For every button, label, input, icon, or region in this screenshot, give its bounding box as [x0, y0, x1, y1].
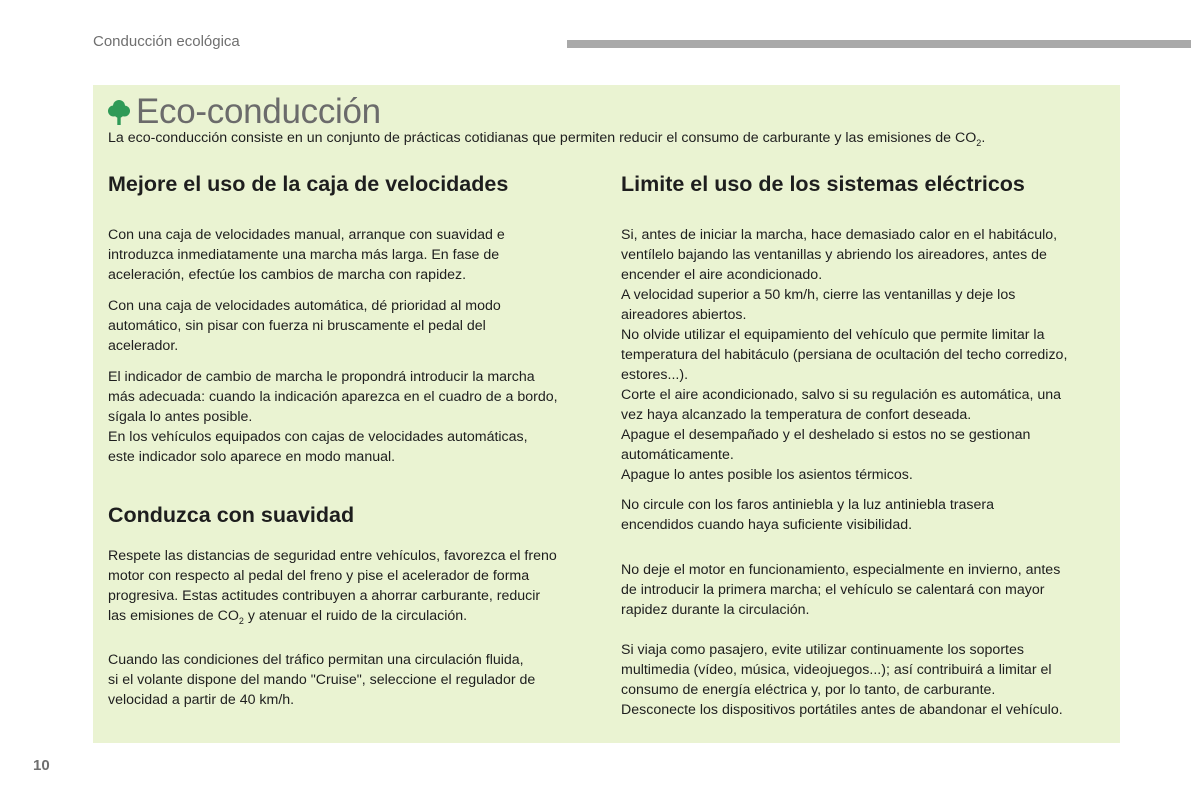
paragraph-multimedia: Si viaja como pasajero, evite utilizar continuamente los soportes multimedia (vídeo, música, videojuegos...); así contribuirá a limitar el consumo de energía eléctrica y, por lo tanto, de carburante. Desconecte los dispositivos portátiles antes de abandonar el vehículo. — [621, 642, 1063, 718]
paragraph-automatic-gearbox: Con una caja de velocidades automática, dé prioridad al modo automático, sin pisar con fuerza ni bruscamente el pedal del acelerador. — [108, 298, 501, 354]
section-title: Conducción ecológica — [93, 33, 240, 50]
paragraph-ventilation: Si, antes de iniciar la marcha, hace demasiado calor en el habitáculo, ventílelo bajando las ventanillas y abriendo los aireadores, antes de encender el aire acondicionado. A velocidad superior a 50 km/h, cierre las ventanillas y deje los aireadores abiertos. No olvide utilizar el equipamiento del vehículo que permite limitar la temperatura del habitáculo (persiana de ocultación del techo corredizo, estores...). Corte el aire acondicionado, salvo si su regulación es automática, una vez haya alcanzado la temperatura de confort deseada. Apague el desempañado y el deshelado si estos no se gestionan automáticamente. Apague lo antes posible los asientos térmicos. — [621, 227, 1068, 483]
heading-smooth-driving: Conduzca con suavidad — [108, 503, 355, 527]
paragraph-shift-indicator: El indicador de cambio de marcha le propondrá introducir la marcha más adecuada: cuando la indicación aparezca en el cuadro de a bordo, sígala lo antes posible. En los vehículos equipados con cajas de velocidades automáticas, este indicador solo aparece en modo manual. — [108, 369, 558, 465]
page-number: 10 — [33, 757, 50, 774]
tree-icon — [108, 99, 130, 126]
intro-text: La eco-conducción consiste en un conjunto de prácticas cotidianas que permiten reducir el consumo de carburante y las emisiones de $CO_2$. — [108, 130, 986, 148]
heading-gearbox: Mejore el uso de la caja de velocidades — [108, 172, 509, 196]
header-bar — [567, 40, 1191, 48]
paragraph-engine-idle: No deje el motor en funcionamiento, especialmente en invierno, antes de introducir la primera marcha; el vehículo se calentará con mayor rapidez durante la circulación. — [621, 562, 1061, 618]
page-title: Eco-conducción — [136, 92, 381, 131]
paragraph-safety-distance: Respete las distancias de seguridad entre vehículos, favorezca el freno motor con respecto al pedal del freno y pise el acelerador de forma progresiva. Estas actitudes contribuyen a ahorrar carburante, reducir las emisiones de $CO_2$ y atenuar el ruido de la circulación. — [108, 548, 557, 626]
paragraph-fog-lights: No circule con los faros antiniebla y la luz antiniebla trasera encendidos cuando haya suficiente visibilidad. — [621, 497, 995, 533]
title-row — [108, 92, 381, 132]
heading-electrical-systems: Limite el uso de los sistemas eléctricos — [621, 172, 1025, 196]
paragraph-manual-gearbox: Con una caja de velocidades manual, arranque con suavidad e introduzca inmediatamente una marcha más larga. En fase de aceleración, efectúe los cambios de marcha con rapidez. — [108, 227, 505, 283]
paragraph-cruise: Cuando las condiciones del tráfico permitan una circulación fluida, si el volante dispone del mando "Cruise", seleccione el regulador de velocidad a partir de 40 km/h. — [108, 652, 536, 708]
